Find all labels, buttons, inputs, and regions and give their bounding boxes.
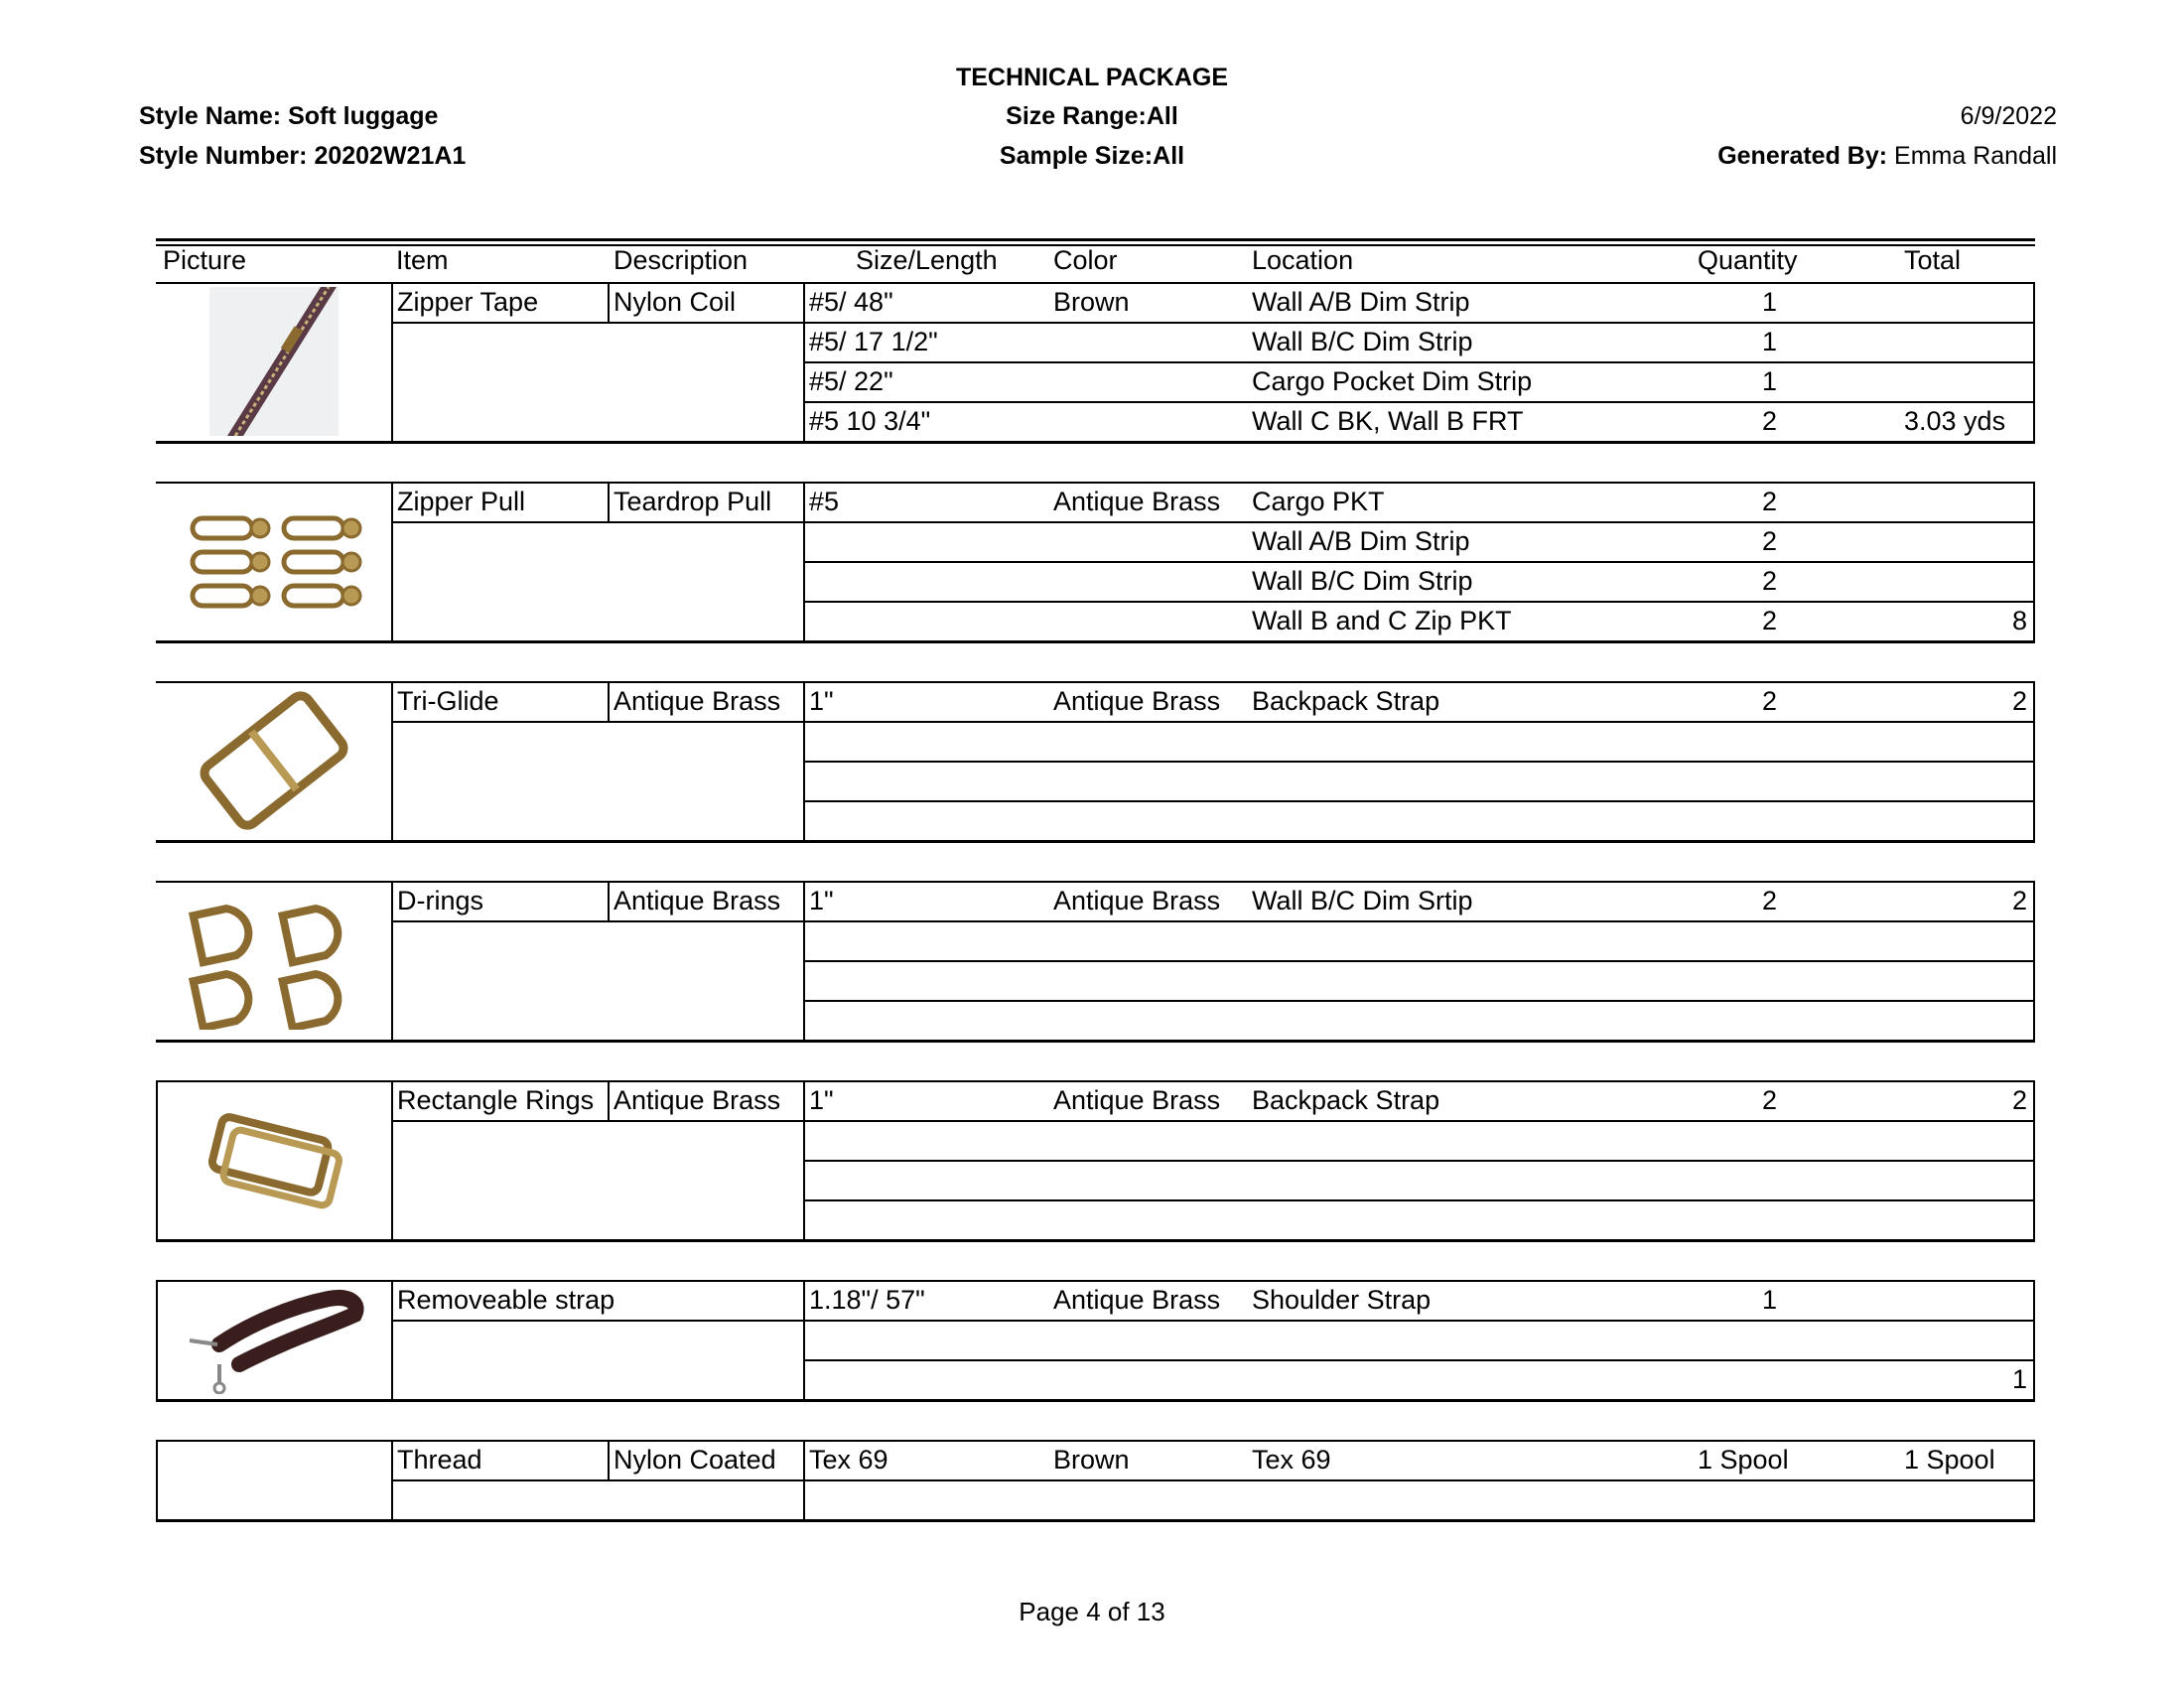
- item-name: Tri-Glide: [397, 686, 499, 716]
- quantity: 1 Spool: [1698, 1445, 1789, 1475]
- block-bottom-border: [156, 441, 2035, 444]
- style-name-label: Style Name:: [139, 102, 282, 130]
- quantity: 2: [1761, 487, 1777, 516]
- item-column-divider: [391, 482, 393, 640]
- zipper-pull-icon: [156, 482, 391, 640]
- item-description: Antique Brass: [614, 1085, 781, 1115]
- description-divider: [608, 282, 610, 322]
- line-row-divider: [803, 761, 2035, 763]
- location: Cargo PKT: [1252, 487, 1385, 516]
- generated-by-value: Emma Randall: [1894, 142, 2057, 170]
- location: Tex 69: [1252, 1445, 1331, 1475]
- item-row-divider: [391, 920, 803, 922]
- item-name: D-rings: [397, 886, 484, 915]
- item-row-divider: [391, 1479, 803, 1481]
- size-length: #5/ 22": [809, 366, 893, 396]
- size-length: #5/ 17 1/2": [809, 327, 938, 356]
- location: Shoulder Strap: [1252, 1285, 1432, 1315]
- style-name-value: Soft luggage: [288, 102, 439, 130]
- item-row-divider: [391, 721, 803, 723]
- location: Wall B/C Dim Strip: [1252, 327, 1473, 356]
- size-length: #5/ 48": [809, 287, 893, 317]
- quantity: 2: [1761, 1085, 1777, 1115]
- strap-icon: [156, 1280, 391, 1399]
- color: Brown: [1053, 287, 1130, 317]
- color: Antique Brass: [1053, 1285, 1221, 1315]
- sample-size-value: All: [1153, 142, 1185, 170]
- component-block: [156, 282, 2035, 443]
- line-row-divider: [803, 721, 2035, 723]
- color: Brown: [1053, 1445, 1130, 1475]
- location: Wall B and C Zip PKT: [1252, 606, 1512, 635]
- total: 2: [2011, 686, 2027, 716]
- size-length: Tex 69: [809, 1445, 888, 1475]
- block-right-border: [2033, 1280, 2035, 1399]
- location: Wall B/C Dim Srtip: [1252, 886, 1473, 915]
- line-row-divider: [803, 1000, 2035, 1002]
- total: 3.03 yds: [1904, 406, 2006, 436]
- description-divider: [608, 681, 610, 721]
- location: Backpack Strap: [1252, 686, 1440, 716]
- item-description: Antique Brass: [614, 886, 781, 915]
- item-description: Antique Brass: [614, 686, 781, 716]
- quantity: 1: [1761, 1285, 1777, 1315]
- location: Wall A/B Dim Strip: [1252, 526, 1470, 556]
- item-column-divider: [391, 881, 393, 1040]
- quantity: 2: [1761, 686, 1777, 716]
- quantity: 2: [1761, 886, 1777, 915]
- item-column-divider: [391, 282, 393, 441]
- col-color: Color: [1053, 245, 1118, 275]
- description-divider: [608, 482, 610, 521]
- component-block: [156, 681, 2035, 842]
- location: Wall B/C Dim Strip: [1252, 566, 1473, 596]
- col-picture: Picture: [163, 245, 247, 275]
- item-name: Zipper Pull: [397, 487, 526, 516]
- generated-by-label: Generated By:: [1717, 142, 1888, 170]
- col-item: Item: [396, 245, 449, 275]
- col-quantity: Quantity: [1698, 245, 1798, 275]
- total: 2: [2011, 1085, 2027, 1115]
- line-row-divider: [803, 1160, 2035, 1162]
- item-description: Nylon Coil: [614, 287, 737, 317]
- size-length: 1": [809, 686, 834, 716]
- description-divider: [608, 1440, 610, 1479]
- line-row-divider: [803, 960, 2035, 962]
- block-bottom-border: [156, 1239, 2035, 1242]
- quantity: 2: [1761, 566, 1777, 596]
- size-length: 1": [809, 886, 834, 915]
- size-length: 1.18"/ 57": [809, 1285, 925, 1315]
- location: Wall C BK, Wall B FRT: [1252, 406, 1524, 436]
- header-rule-top: [156, 238, 2035, 241]
- line-row-divider: [803, 1359, 2035, 1361]
- size-range-value: All: [1146, 102, 1178, 130]
- rectangle-ring-icon: [156, 1080, 391, 1239]
- component-block: [156, 1280, 2035, 1401]
- location: Cargo Pocket Dim Strip: [1252, 366, 1533, 396]
- page-number: Page 4 of 13: [1019, 1597, 1165, 1626]
- item-row-divider: [391, 322, 803, 324]
- document-title: TECHNICAL PACKAGE: [955, 64, 1229, 91]
- color: Antique Brass: [1053, 686, 1221, 716]
- total: 1 Spool: [1904, 1445, 1995, 1475]
- col-location: Location: [1252, 245, 1354, 275]
- total: 2: [2011, 886, 2027, 915]
- col-description: Description: [614, 245, 749, 275]
- d-ring-icon: [156, 881, 391, 1040]
- description-divider: [608, 881, 610, 920]
- zipper-tape-icon: [156, 282, 391, 441]
- style-number-value: 20202W21A1: [314, 142, 467, 170]
- document-date: 6/9/2022: [1960, 102, 2057, 130]
- size-length: #5 10 3/4": [809, 406, 931, 436]
- total: 8: [2011, 606, 2027, 635]
- block-bottom-border: [156, 640, 2035, 643]
- item-row-divider: [391, 521, 803, 523]
- item-column-divider: [391, 1080, 393, 1239]
- size-length: 1": [809, 1085, 834, 1115]
- item-row-divider: [391, 1320, 803, 1322]
- color: Antique Brass: [1053, 1085, 1221, 1115]
- total: 1: [2011, 1364, 2027, 1394]
- line-row-divider: [803, 1199, 2035, 1201]
- sample-size-label: Sample Size:: [999, 142, 1154, 170]
- size-range-row: [0, 102, 2184, 131]
- component-block: [156, 881, 2035, 1042]
- item-name: Thread: [397, 1445, 482, 1475]
- item-name: Zipper Tape: [397, 287, 539, 317]
- col-total: Total: [1904, 245, 1962, 275]
- line-row-divider: [803, 1479, 2035, 1481]
- item-name: Rectangle Rings: [397, 1085, 595, 1115]
- col-size: Size/Length: [856, 245, 998, 275]
- color: Antique Brass: [1053, 886, 1221, 915]
- quantity: 1: [1761, 287, 1777, 317]
- quantity: 1: [1761, 366, 1777, 396]
- quantity: 2: [1761, 406, 1777, 436]
- size-column-divider: [803, 1280, 805, 1399]
- color: Antique Brass: [1053, 487, 1221, 516]
- quantity: 2: [1761, 606, 1777, 635]
- location: Wall A/B Dim Strip: [1252, 287, 1470, 317]
- component-block: [156, 1440, 2035, 1521]
- block-left-border: [156, 1440, 158, 1519]
- item-description: Nylon Coated: [614, 1445, 776, 1475]
- line-row-divider: [803, 1120, 2035, 1122]
- line-row-divider: [803, 1320, 2035, 1322]
- size-range-label: Size Range:: [1006, 102, 1147, 130]
- component-block: [156, 482, 2035, 642]
- quantity: 2: [1761, 526, 1777, 556]
- line-row-divider: [803, 800, 2035, 802]
- item-column-divider: [391, 1280, 393, 1399]
- block-bottom-border: [156, 1040, 2035, 1043]
- quantity: 1: [1761, 327, 1777, 356]
- description-divider: [608, 1080, 610, 1120]
- line-row-divider: [803, 920, 2035, 922]
- tri-glide-icon: [156, 681, 391, 840]
- column-headers: [0, 245, 2184, 279]
- location: Backpack Strap: [1252, 1085, 1440, 1115]
- component-block: [156, 1080, 2035, 1241]
- item-column-divider: [391, 681, 393, 840]
- size-length: #5: [809, 487, 840, 516]
- item-name: Removeable strap: [397, 1285, 615, 1315]
- block-bottom-border: [156, 1399, 2035, 1402]
- item-row-divider: [391, 1120, 803, 1122]
- style-number-label: Style Number:: [139, 142, 308, 170]
- item-description: Teardrop Pull: [614, 487, 772, 516]
- block-bottom-border: [156, 840, 2035, 843]
- generated-by-row: [1717, 142, 2057, 171]
- block-bottom-border: [156, 1519, 2035, 1522]
